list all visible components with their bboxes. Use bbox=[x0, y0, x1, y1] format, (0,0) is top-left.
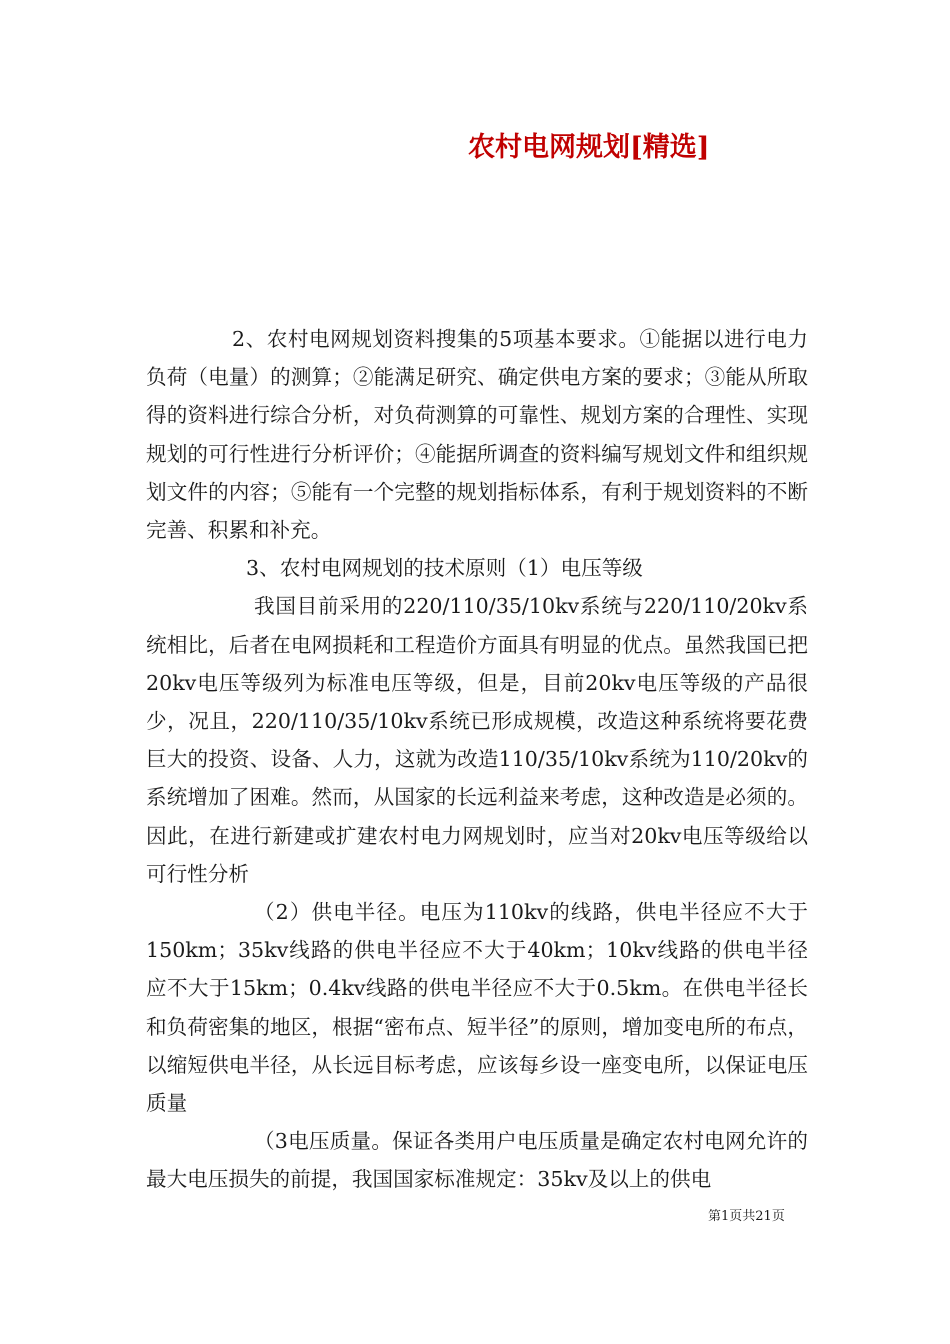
paragraph-supply-radius: （2）供电半径。电压为110kv的线路，供电半径应不大于150km；35kv线路的供电半径应不大于40km；10kv线路的供电半径应不大于15km；0.4kv线路的供电半径应不大于0.5km。在供电半径长和负荷密集的地区，根据“密布点、短半径”的原则，增加变电所的布点，以缩短供电半径，从长远目标考虑，应该每乡设一座变电所，以保证电压质量 bbox=[146, 900, 808, 1116]
paragraph-voltage-quality: （3电压质量。保证各类用户电压质量是确定农村电网允许的最大电压损失的前提，我国国家标准规定：35kv及以上的供电 bbox=[146, 1129, 808, 1192]
page-footer: 第1页共21页 bbox=[708, 1209, 785, 1224]
paragraph-voltage-level: 我国目前采用的220/110/35/10kv系统与220/110/20kv系统相比，后者在电网损耗和工程造价方面具有明显的优点。虽然我国已把20kv电压等级列为标准电压等级，但是，目前20kv电压等级的产品很少，况且，220/110/35/10kv系统已形成规模，改造这种系统将要花费巨大的投资、设备、人力，这就为改造110/35/10kv系统为110/20kv的系统增加了困难。然而，从国家的长远利益来考虑，这种改造是必须的。因此，在进行新建或扩建农村电力网规划时，应当对20kv电压等级给以可行性分析 bbox=[146, 594, 808, 886]
paragraph-data-collection: 2、农村电网规划资料搜集的5项基本要求。①能据以进行电力负荷（电量）的测算；②能满足研究、确定供电方案的要求；③能从所取得的资料进行综合分析，对负荷测算的可靠性、规划方案的合理性、实现规划的可行性进行分析评价；④能据所调查的资料编写规划文件和组织规划文件的内容；⑤能有一个完整的规划指标体系，有利于规划资料的不断完善、积累和补充。 bbox=[146, 327, 808, 543]
document-title: 农村电网规划[精选] bbox=[468, 132, 710, 163]
paragraph-technical-principles-heading: 3、农村电网规划的技术原则（1）电压等级 bbox=[246, 556, 643, 581]
document-body bbox=[146, 320, 808, 1199]
